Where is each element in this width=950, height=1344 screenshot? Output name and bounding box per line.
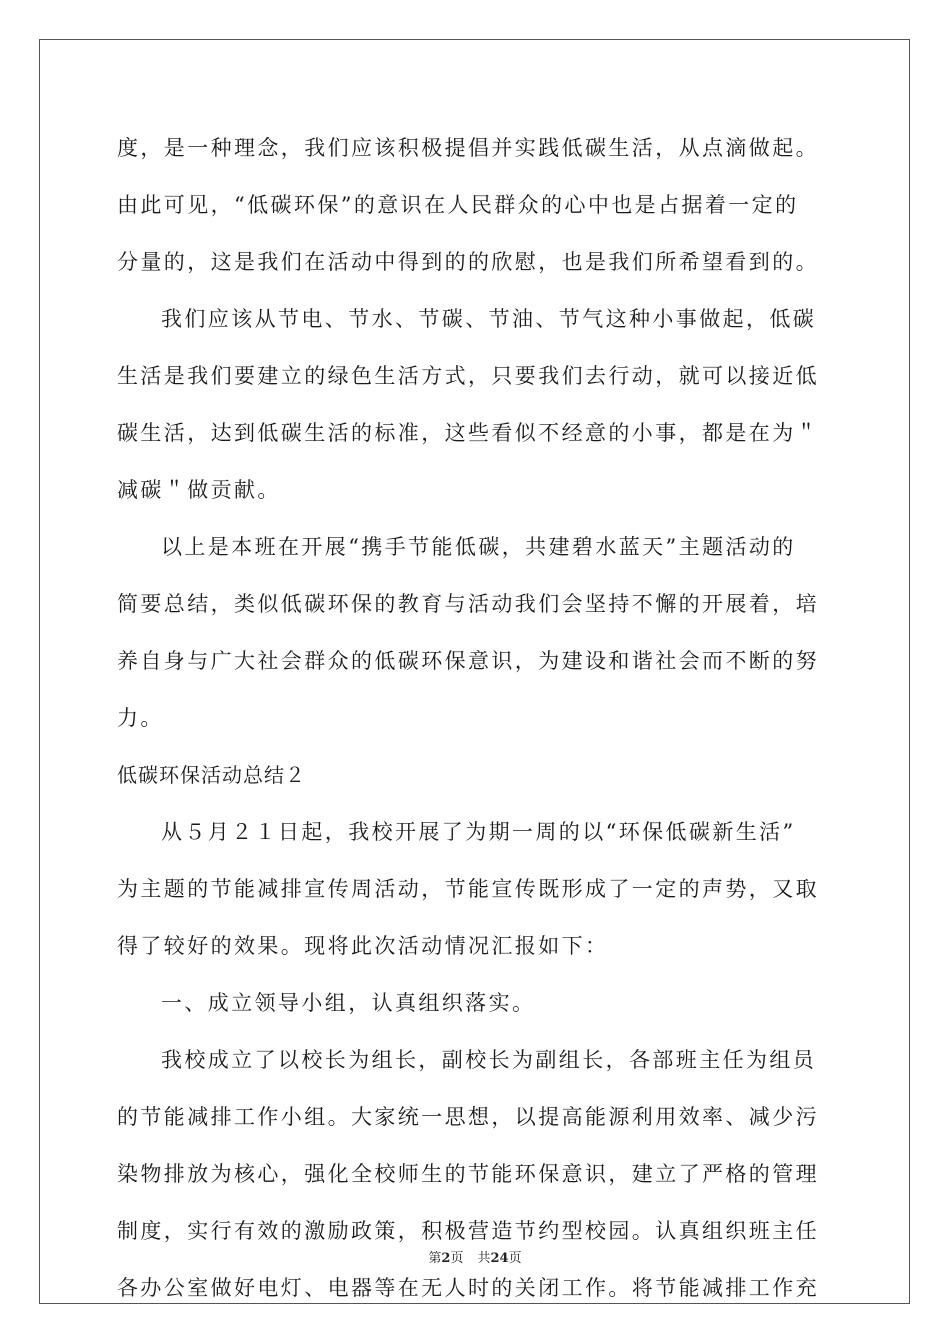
- total-pages-number: 24: [490, 1251, 509, 1266]
- text-line: 度，是一种理念，我们应该积极提倡并实践低碳生活，从点滴做起。: [117, 136, 819, 160]
- subsection-heading: 一、成立领导小组，认真组织落实。: [161, 991, 536, 1015]
- paragraph-start: 我们应该从节电、节水、节碳、节油、节气这种小事做起，低碳: [161, 307, 817, 331]
- text-line: 简要总结，类似低碳环保的教育与活动我们会坚持不懈的开展着，培: [117, 592, 819, 616]
- text-line: 养自身与广大社会群众的低碳环保意识，为建设和谐社会而不断的努: [117, 649, 819, 673]
- text-line: 减碳＂做贡献。: [117, 478, 281, 502]
- text-line: 由此可见，“低碳环保”的意识在人民群众的心中也是占据着一定的: [117, 193, 799, 217]
- page-prefix: 第: [428, 1251, 442, 1266]
- text-line: 为主题的节能减排宣传周活动，节能宣传既形成了一定的声势，又取: [117, 877, 819, 901]
- text-line: 的节能减排工作小组。大家统一思想，以提高能源利用效率、减少污: [117, 1105, 819, 1129]
- text-line: 制度，实行有效的激励政策，积极营造节约型校园。认真组织班主任: [117, 1219, 819, 1243]
- paragraph-start: 我校成立了以校长为组长，副校长为副组长，各部班主任为组员: [161, 1048, 817, 1072]
- text-line: 力。: [117, 706, 164, 730]
- text-line: 分量的，这是我们在活动中得到的的欣慰，也是我们所希望看到的。: [117, 250, 819, 274]
- text-line: 得了较好的效果。现将此次活动情况汇报如下：: [117, 934, 609, 958]
- page-footer: [0, 1247, 950, 1266]
- text-line: 各办公室做好电灯、电器等在无人时的关闭工作。将节能减排工作充: [117, 1276, 819, 1300]
- text-line: 染物排放为核心，强化全校师生的节能环保意识，建立了严格的管理: [117, 1162, 819, 1186]
- page-suffix: 页: [450, 1251, 464, 1266]
- text-line: 碳生活，达到低碳生活的标准，这些看似不经意的小事，都是在为＂: [117, 421, 819, 445]
- text-line: 生活是我们要建立的绿色生活方式，只要我们去行动，就可以接近低: [117, 364, 819, 388]
- document-body: [117, 123, 833, 1320]
- total-suffix: 页: [508, 1251, 522, 1266]
- total-prefix: 共: [477, 1251, 491, 1266]
- paragraph-start: 从５月２１日起，我校开展了为期一周的以“环保低碳新生活”: [161, 820, 796, 844]
- section-heading: 低碳环保活动总结２: [117, 763, 306, 787]
- current-page-number: 2: [441, 1251, 451, 1266]
- paragraph-start: 以上是本班在开展“携手节能低碳，共建碧水蓝天”主题活动的: [161, 535, 796, 559]
